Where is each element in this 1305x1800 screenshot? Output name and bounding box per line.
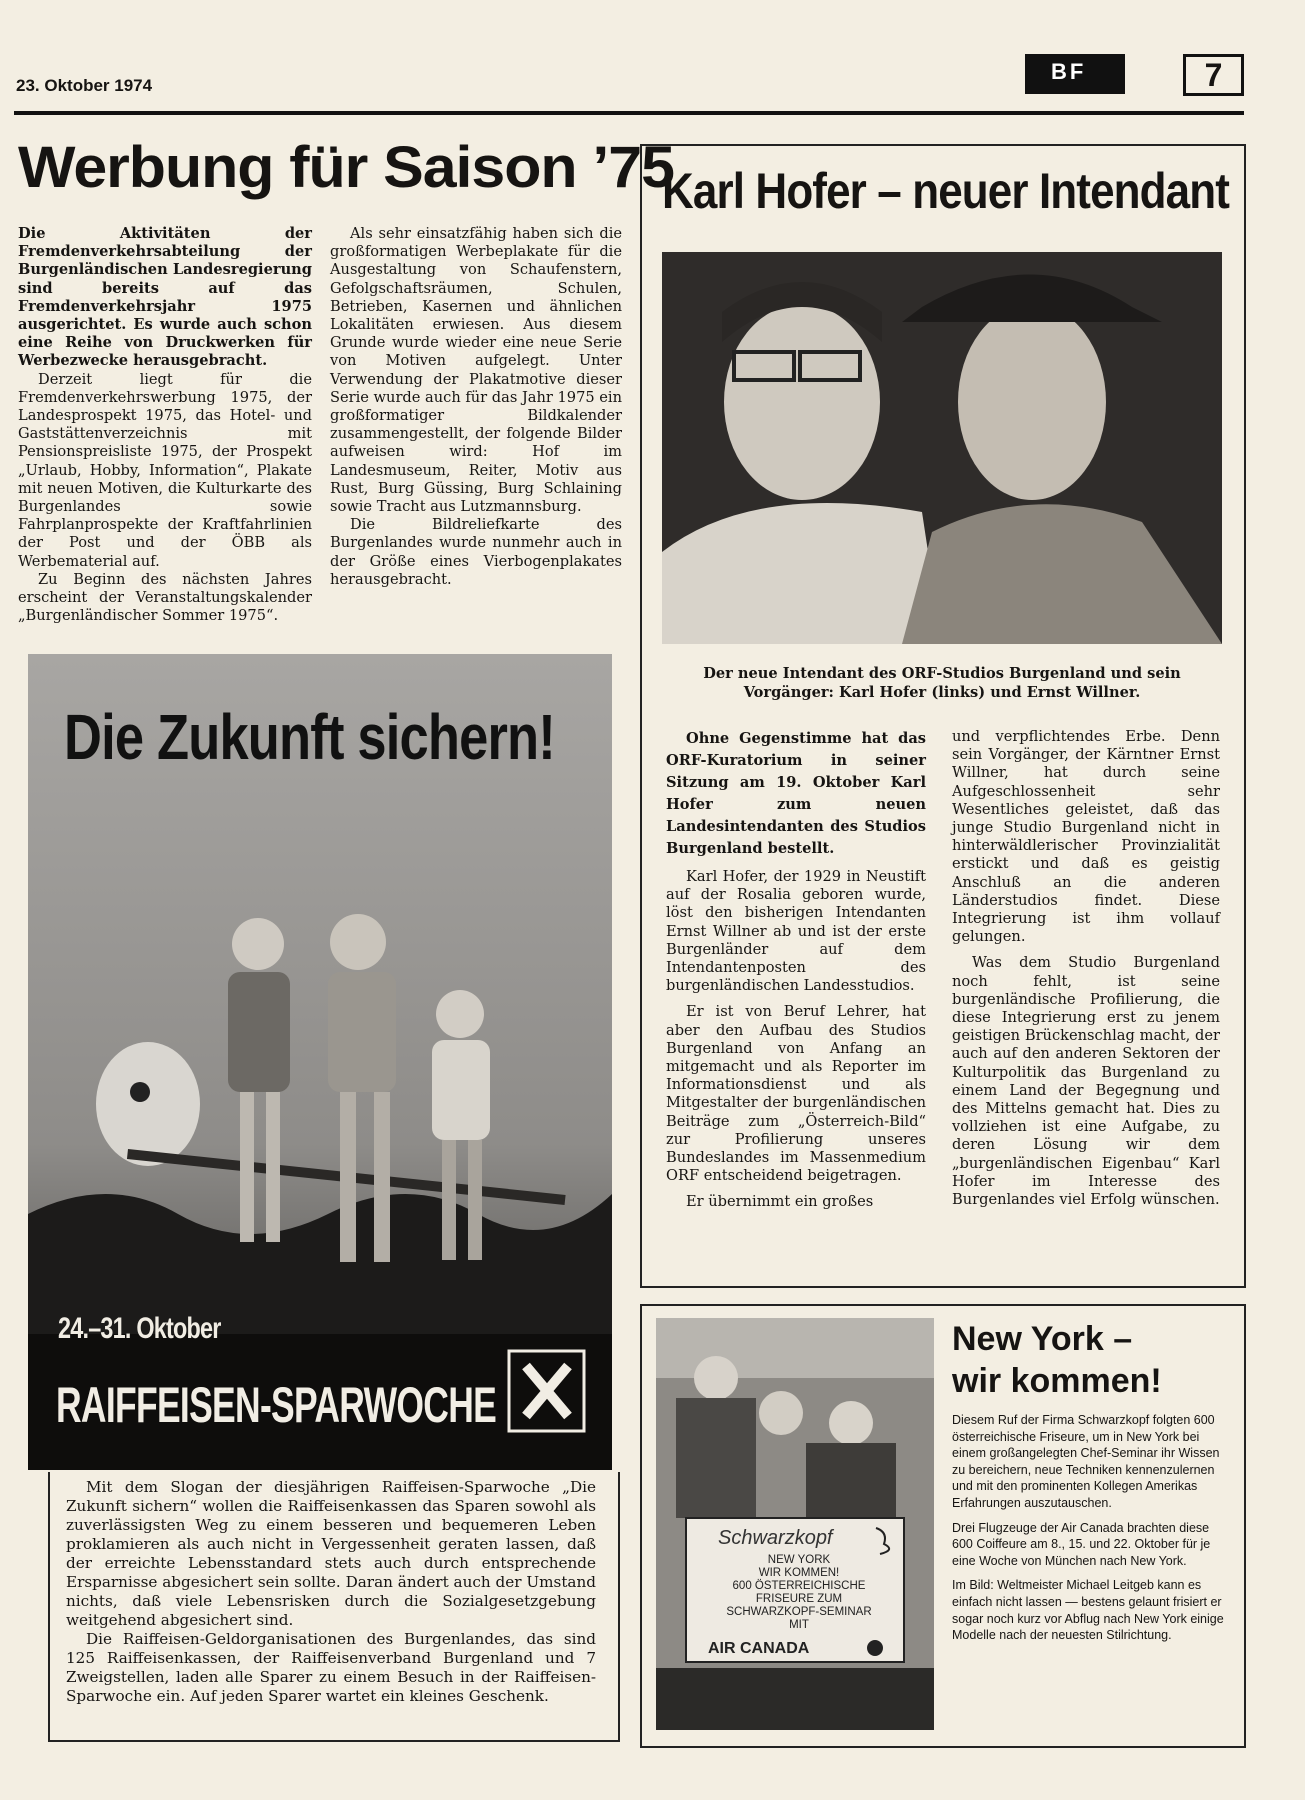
article3-headline [952,1318,1162,1402]
portrait-photo-illustration [662,252,1222,644]
sign-line: NEW YORK [767,1554,831,1566]
children-photo-illustration [28,654,612,1470]
sign-line: MIT [789,1619,809,1631]
article1-paragraph: Zu Beginn des nächsten Jahres erscheint der Veranstaltungskalender „Burgenländischer Sommer 1975“. [18,570,312,625]
sign-line: SCHWARZKOPF-SEMINAR [726,1606,872,1618]
article2-column-2 [952,728,1220,1209]
article3-paragraph: Drei Flugzeuge der Air Canada brachten diese 600 Coiffeure am 8., 15. und 22. Oktober für je eine Woche von München nach New York. [952,1520,1211,1568]
article3-headline-line: wir kommen! [952,1362,1162,1400]
article2-paragraph: und verpflichtendes Erbe. Denn sein Vorgänger, der Kärntner Ernst Willner, hat durch seine Aufgeschlossenheit sehr Wesentliches geleistet, daß das junge Studio Burgenland nicht in hinterwäldlerischer Provinzialität erstickt und daß es geistig Anschluß an die anderen Länderstudios findet. Diese Integrierung ist ihm vollauf gelungen. [952,728,1220,946]
article1-lead: Die Aktivitäten der Fremdenverkehrsabteilung der Burgenländischen Landesregierung sind bereits auf das Fremdenverkehrsjahr 1975 ausgerichtet. Es wurde auch schon eine Reihe von Druckwerken für Werbezwecke herausgebracht. [18,225,312,370]
article3-text [952,1412,1224,1652]
page-number: 7 [1183,54,1244,96]
raiffeisen-headline: Die Zukunft sichern! [64,701,555,773]
article1-column-2 [330,225,622,589]
article2-lead: Ohne Gegenstimme hat das ORF-Kuratorium in seiner Sitzung am 19. Oktober Karl Hofer zum neuen Landesintendanten des Studios Burgenland bestellt. [666,730,926,857]
article2-photo [662,252,1222,644]
article3-photo [656,1318,934,1730]
raiffeisen-text [66,1478,596,1706]
issue-date: 23. Oktober 1974 [16,76,153,95]
raiffeisen-paragraph: Mit dem Slogan der diesjährigen Raiffeisen-Sparwoche „Die Zukunft sichern“ wollen die Raiffeisenkassen das Sparen sowohl als zuverlässigsten Weg zu einem besseren und bequemeren Leben proklamieren als auch nicht in Vergessenheit geraten lassen, daß der erreichte Lebensstandard stets auch durch entsprechende Ersparnisse abgesichert sein sollte. Daran ändert auch der Umstand nichts, daß viele Lebensrisken durch die Sozialgesetzgebung weitgehend abgesichert sind. [66,1478,596,1629]
article3-paragraph: Im Bild: Weltmeister Michael Leitgeb kann es einfach nicht lassen — bestens gelaunt frisiert er sogar noch kurz vor Abflug nach New York einige Modelle nach der neuesten Stilrichtung. [952,1578,1224,1643]
article2-column-1 [666,728,926,1212]
article1-headline: Werbung für Saison ’75 [18,135,674,200]
raiffeisen-paragraph: Die Raiffeisen-Geldorganisationen des Burgenlandes, das sind 125 Raiffeisenkassen, der Raiffeisenverband Burgenland und 7 Zweigstellen, laden alle Sparer zu einem Besuch in der Raiffeisen-Sparwoche ein. Auf jeden Sparer wartet ein kleines Geschenk. [66,1630,596,1705]
article2-paragraph: Er übernimmt ein großes [686,1193,874,1211]
article3-paragraph: Diesem Ruf der Firma Schwarzkopf folgten 600 österreichische Friseure, um in New York bei einem großangelegten Chef-Seminar ihr Wissen zu bereichern, neue Techniken kennenzulernen und mit den prominenten Kollegen Amerikas Erfahrungen auszutauschen. [952,1413,1220,1510]
article1-column-1 [18,225,312,625]
article1-paragraph: Die Bildreliefkarte des Burgenlandes wurde nunmehr auch in der Größe eines Vierbogenplakates herausgebracht. [330,516,622,588]
header-rule [14,111,1244,115]
article3-headline-line: New York – [952,1320,1133,1358]
sign-brand: Schwarzkopf [718,1527,833,1549]
section-label: BF [1051,59,1087,84]
article2-paragraph: Karl Hofer, der 1929 in Neustift auf der Rosalia geboren wurde, löst den bisherigen Intendanten Ernst Willner ab und ist der erste Burgenländer auf dem Intendantenposten des burgenländischen Landesstudios. [666,868,926,995]
sign-line: WIR KOMMEN! [758,1567,840,1579]
article2-headline: Karl Hofer – neuer Intendant [662,163,1230,219]
article2-paragraph: Was dem Studio Burgenland noch fehlt, ist seine burgenländische Profilierung, die diese Integrierung erst zu jenem geistigen Brückenschlag macht, der auch auf den anderen Sektoren der Kulturpolitik das Burgenland zu einem Land der Begegnung und des Mittelns gemacht hat. Dies zu vollziehen ist eine Aufgabe, zu deren Lösung wir dem „burgenländischen Eigenbau“ Karl Hofer im Interesse des Burgenlandes viel Erfolg wünschen. [952,954,1220,1209]
sign-line: 600 ÖSTERREICHISCHE [732,1580,866,1592]
group-photo-illustration [656,1318,934,1730]
raiffeisen-dates: 24.–31. Oktober [58,1312,221,1345]
article1-paragraph: Derzeit liegt für die Fremdenverkehrswerbung 1975, der Landesprospekt 1975, das Hotel- und Gaststättenverzeichnis mit Pensionspreisliste 1975, der Prospekt „Urlaub, Hobby, Information“, Plakate mit neuen Motiven, die Kulturkarte des Burgenlandes sowie Fahrplanprospekte der Kraftfahrlinien der Post und der ÖBB als Werbematerial auf. [18,370,312,570]
sign-airline: AIR CANADA [708,1640,810,1657]
sign-text [690,1554,908,1632]
raiffeisen-ad-image [28,654,612,1470]
sign-line: FRISEURE ZUM [755,1593,843,1605]
article2-photo-caption: Der neue Intendant des ORF-Studios Burgenland und sein Vorgänger: Karl Hofer (links) und Ernst Willner. [703,665,1181,701]
article1-paragraph: Als sehr einsatzfähig haben sich die großformatigen Werbeplakate für die Ausgestaltung von Schaufenstern, Gefolgschaftsräumen, Schulen, Betrieben, Kasernen und ähnlichen Lokalitäten erwiesen. Aus diesem Grunde wurde wieder eine neue Serie von Motiven aufgelegt. Unter Verwendung der Plakatmotive dieser Serie wurde auch für das Jahr 1975 ein großformatiger Bildkalender zusammengestellt, der folgende Bilder aufweisen wird: Hof im Landesmuseum, Reiter, Motiv aus Rust, Burg Güssing, Burg Schlaining sowie Tracht aus Lutzmannsburg. [330,225,622,516]
raiffeisen-brand: RAIFFEISEN-SPARWOCHE [56,1377,497,1433]
article2-paragraph: Er ist von Beruf Lehrer, hat aber den Aufbau des Studios Burgenland von Anfang an mitgemacht und als Reporter im Informationsdienst und als Mitgestalter der burgenländischen Beiträge zum „Österreich-Bild“ zur Profilierung unseres Bundeslandes im Massenmedium ORF entscheidend beigetragen. [666,1003,926,1185]
